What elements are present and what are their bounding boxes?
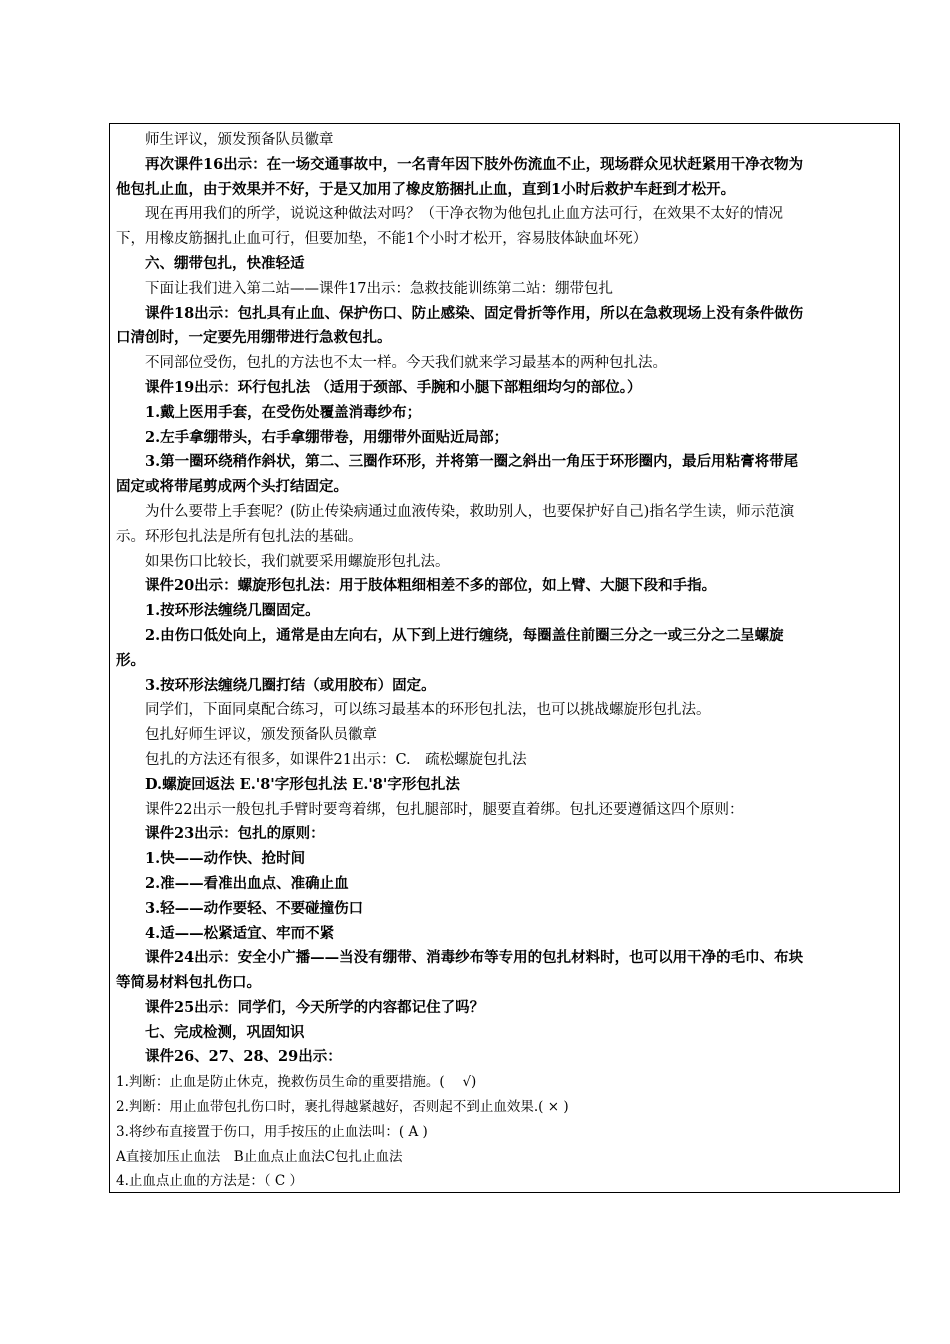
text-line: 课件25出示：同学们，今天所学的内容都记住了吗？ [145,998,485,1016]
text-line: 课件18出示：包扎具有止血、保护伤口、防止感染、固定骨折等作用，所以在急救现场上没有条件做伤 [145,304,804,322]
text-line: 课件26、27、28、29出示： [145,1048,342,1066]
text-line: 包扎的方法还有很多，如课件21出示：C. 疏松螺旋包扎法 [145,751,527,768]
text-line: 示。环形包扎法是所有包扎法的基础。 [116,528,363,545]
text-line: 1.快——动作快、抢时间 [145,850,306,868]
text-line: 2.准——看准出血点、准确止血 [145,874,349,892]
text-line: 口清创时，一定要先用绷带进行急救包扎。 [116,329,392,347]
text-line: 下，用橡皮筋捆扎止血可行，但要加垫，不能1个小时才松开，容易肢体缺血坏死） [116,231,648,248]
text-line: 4.止血点止血的方法是：（ C ） [116,1173,304,1190]
document-table-cell [109,123,900,1193]
text-line: 再次课件16出示：在一场交通事故中，一名青年因下肢外伤流血不止，现场群众见状赶紧用干净衣物为 [145,155,804,173]
text-line: 等简易材料包扎伤口。 [116,974,261,992]
text-line: A直接加压止血法 B止血点止血法C包扎止血法 [116,1148,403,1165]
text-line: 他包扎止血，由于效果并不好，于是又加用了橡皮筋捆扎止血，直到1小时后救护车赶到才松开。 [116,180,736,198]
text-line: 形。 [116,651,145,669]
text-line: 3.轻——动作要轻、不要碰撞伤口 [145,899,364,917]
text-line: 固定或将带尾剪成两个头打结固定。 [116,478,348,496]
text-line: 3.按环形法缠绕几圈打结（或用胶布）固定。 [145,676,436,694]
text-line: 不同部位受伤，包扎的方法也不太一样。今天我们就来学习最基本的两种包扎法。 [145,355,667,372]
text-line: 1.按环形法缠绕几圈固定。 [145,602,320,620]
text-line: 2.判断：用止血带包扎伤口时，裹扎得越紧越好，否则起不到止血效果.( × ) [116,1099,569,1116]
text-line: 六、绷带包扎，快准轻适 [145,254,305,272]
text-line: 师生评议，颁发预备队员徽章 [145,132,334,148]
text-line: 如果伤口比较长，我们就要采用螺旋形包扎法。 [145,553,450,570]
text-line: 包扎好师生评议，颁发预备队员徽章 [145,727,377,744]
text-line: 课件20出示：螺旋形包扎法：用于肢体粗细相差不多的部位，如上臂、大腿下段和手指。 [145,577,717,595]
text-line: 下面让我们进入第二站——课件17出示：急救技能训练第二站：绷带包扎 [145,280,613,297]
text-line: 同学们，下面同桌配合练习，可以练习最基本的环形包扎法，也可以挑战螺旋形包扎法。 [145,702,711,719]
text-line: 3.第一圈环绕稍作斜状，第二、三圈作环形，并将第一圈之斜出一角压于环形圈内，最后用粘膏将带尾 [145,453,799,471]
text-line: 课件24出示：安全小广播——当没有绷带、消毒纱布等专用的包扎材料时，也可以用干净的毛巾、布块 [145,949,804,967]
text-line: 2.由伤口低处向上，通常是由左向右，从下到上进行缠绕，每圈盖住前圈三分之一或三分之二呈螺旋 [145,626,784,644]
text-line: 七、完成检测，巩固知识 [145,1023,305,1041]
text-line: 课件19出示：环行包扎法 （适用于颈部、手腕和小腿下部粗细均匀的部位。） [145,378,642,396]
text-line: 为什么要带上手套呢？(防止传染病通过血液传染，救助别人，也要保护好自己)指名学生读，师示范演 [145,503,795,520]
text-line: 3.将纱布直接置于伤口，用手按压的止血法叫：( A ) [116,1123,428,1140]
text-line: D.螺旋回返法 E.'8'字形包扎法 E.'8'字形包扎法 [145,775,460,793]
text-line: 1.判断：止血是防止休克，挽救伤员生命的重要措施。( √) [116,1074,477,1091]
text-line: 课件23出示：包扎的原则： [145,825,325,843]
text-line: 课件22出示一般包扎手臂时要弯着绑，包扎腿部时，腿要直着绑。包扎还要遵循这四个原则： [145,801,744,818]
text-line: 现在再用我们的所学，说说这种做法对吗？（干净衣物为他包扎止血方法可行，在效果不太好的情况 [145,206,783,223]
text-line: 1.戴上医用手套，在受伤处覆盖消毒纱布； [145,403,422,421]
text-line: 2.左手拿绷带头，右手拿绷带卷，用绷带外面贴近局部； [145,428,509,446]
text-line: 4.适——松紧适宜、牢而不紧 [145,924,335,942]
lesson-text [116,128,893,1194]
